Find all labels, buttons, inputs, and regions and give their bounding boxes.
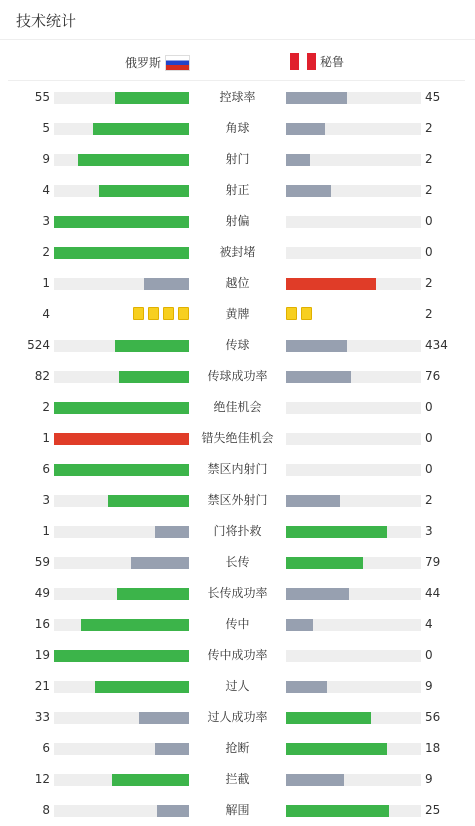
- away-bar-fill: [286, 340, 347, 352]
- home-bar-fill: [155, 526, 189, 538]
- away-value: 0: [425, 245, 433, 259]
- away-bar-fill: [286, 495, 340, 507]
- home-value: 21: [34, 679, 50, 693]
- away-team: [290, 53, 344, 70]
- away-bar-fill: [286, 805, 389, 817]
- home-value: 55: [34, 90, 50, 104]
- stat-row: [0, 90, 475, 104]
- home-bar-fill: [54, 650, 189, 662]
- home-bar: [54, 278, 189, 290]
- stat-label: 射偏: [225, 214, 250, 228]
- home-bar: [54, 123, 189, 135]
- home-value: 2: [42, 400, 50, 414]
- away-bar-fill: [286, 743, 387, 755]
- away-bar: [286, 216, 421, 228]
- home-bar: [54, 650, 189, 662]
- away-bar-fill: [286, 123, 325, 135]
- home-value: 3: [42, 214, 50, 228]
- home-bar: [54, 774, 189, 786]
- away-yellow-cards: [286, 307, 312, 320]
- stat-row: [0, 462, 475, 476]
- away-value: 25: [425, 803, 441, 817]
- peru-flag-icon: [290, 53, 316, 70]
- away-value: 434: [425, 338, 448, 352]
- home-bar: [54, 805, 189, 817]
- away-value: 0: [425, 400, 433, 414]
- home-bar: [54, 526, 189, 538]
- home-bar-fill: [117, 588, 189, 600]
- page-title: 技术统计: [16, 12, 77, 30]
- stat-label: 传球: [225, 338, 250, 352]
- home-bar: [54, 92, 189, 104]
- away-team-name: 秘鲁: [320, 55, 345, 69]
- away-bar-fill: [286, 278, 376, 290]
- title-bar: [0, 0, 475, 40]
- away-bar-fill: [286, 712, 371, 724]
- away-bar: [286, 495, 421, 507]
- home-bar: [54, 402, 189, 414]
- stat-row: [0, 307, 475, 321]
- away-value: 2: [425, 307, 433, 321]
- away-value: 18: [425, 741, 441, 755]
- stat-row: [0, 338, 475, 352]
- stat-row: [0, 524, 475, 538]
- home-bar-fill: [54, 464, 189, 476]
- home-bar-fill: [54, 433, 189, 445]
- away-bar: [286, 340, 421, 352]
- stat-label: 门将扑救: [213, 524, 262, 538]
- home-value: 12: [34, 772, 50, 786]
- home-bar: [54, 340, 189, 352]
- home-bar: [54, 712, 189, 724]
- yellow-card-icon: [286, 307, 297, 320]
- away-bar-fill: [286, 371, 351, 383]
- stat-label: 解围: [225, 803, 250, 817]
- away-bar: [286, 278, 421, 290]
- stat-label: 射正: [225, 183, 250, 197]
- home-value: 6: [42, 741, 50, 755]
- away-bar-fill: [286, 154, 310, 166]
- stat-label: 抢断: [225, 741, 250, 755]
- home-value: 19: [34, 648, 50, 662]
- away-bar: [286, 123, 421, 135]
- yellow-card-icon: [163, 307, 174, 320]
- away-value: 79: [425, 555, 441, 569]
- russia-flag-icon: [165, 55, 190, 71]
- home-bar: [54, 154, 189, 166]
- stat-label: 角球: [225, 121, 250, 135]
- home-value: 2: [42, 245, 50, 259]
- stat-row: [0, 276, 475, 290]
- home-bar: [54, 433, 189, 445]
- away-bar: [286, 464, 421, 476]
- home-bar-fill: [112, 774, 189, 786]
- stat-label: 长传: [225, 555, 250, 569]
- home-bar: [54, 247, 189, 259]
- away-bar-fill: [286, 681, 327, 693]
- stat-label: 拦截: [225, 772, 250, 786]
- home-value: 1: [42, 524, 50, 538]
- home-bar-fill: [99, 185, 189, 197]
- stat-label: 禁区内射门: [207, 462, 268, 476]
- stat-label: 射门: [225, 152, 250, 166]
- stat-row: [0, 741, 475, 755]
- away-bar: [286, 650, 421, 662]
- home-bar-fill: [54, 402, 189, 414]
- home-bar: [54, 371, 189, 383]
- team-header: [8, 41, 465, 81]
- home-bar-fill: [131, 557, 189, 569]
- away-value: 2: [425, 276, 433, 290]
- home-bar: [54, 743, 189, 755]
- home-bar-fill: [144, 278, 189, 290]
- stat-label: 过人成功率: [207, 710, 268, 724]
- away-bar: [286, 712, 421, 724]
- away-bar: [286, 526, 421, 538]
- away-bar-fill: [286, 619, 313, 631]
- home-bar-fill: [78, 154, 189, 166]
- home-value: 3: [42, 493, 50, 507]
- home-value: 524: [27, 338, 50, 352]
- home-value: 4: [42, 307, 50, 321]
- away-value: 0: [425, 462, 433, 476]
- home-bar: [54, 619, 189, 631]
- away-value: 76: [425, 369, 441, 383]
- away-bar: [286, 557, 421, 569]
- away-value: 0: [425, 214, 433, 228]
- away-value: 4: [425, 617, 433, 631]
- home-bar-fill: [157, 805, 189, 817]
- away-value: 3: [425, 524, 433, 538]
- away-bar: [286, 588, 421, 600]
- stat-row: [0, 648, 475, 662]
- home-value: 16: [34, 617, 50, 631]
- home-value: 59: [34, 555, 50, 569]
- home-bar-fill: [139, 712, 189, 724]
- away-value: 2: [425, 152, 433, 166]
- home-value: 49: [34, 586, 50, 600]
- away-bar: [286, 247, 421, 259]
- home-value: 6: [42, 462, 50, 476]
- home-bar-fill: [54, 216, 189, 228]
- stat-label: 传中: [225, 617, 250, 631]
- home-value: 1: [42, 276, 50, 290]
- away-bar: [286, 743, 421, 755]
- stat-row: [0, 214, 475, 228]
- stat-label: 被封堵: [219, 245, 256, 259]
- home-bar: [54, 495, 189, 507]
- home-bar-fill: [81, 619, 189, 631]
- home-value: 9: [42, 152, 50, 166]
- away-bar: [286, 92, 421, 104]
- home-value: 82: [34, 369, 50, 383]
- stat-row: [0, 183, 475, 197]
- away-bar: [286, 774, 421, 786]
- away-bar: [286, 681, 421, 693]
- stat-row: [0, 679, 475, 693]
- home-yellow-cards: [133, 307, 189, 320]
- home-value: 1: [42, 431, 50, 445]
- away-bar: [286, 154, 421, 166]
- stat-label: 过人: [225, 679, 250, 693]
- stat-row: [0, 710, 475, 724]
- stat-label: 禁区外射门: [207, 493, 268, 507]
- home-bar: [54, 588, 189, 600]
- stat-label: 传球成功率: [207, 369, 268, 383]
- away-value: 56: [425, 710, 441, 724]
- away-bar: [286, 185, 421, 197]
- stat-row: [0, 493, 475, 507]
- away-value: 9: [425, 772, 433, 786]
- away-bar: [286, 433, 421, 445]
- home-bar-fill: [115, 340, 189, 352]
- home-bar: [54, 216, 189, 228]
- away-value: 45: [425, 90, 441, 104]
- away-bar-fill: [286, 92, 347, 104]
- stat-label: 控球率: [219, 90, 256, 104]
- home-value: 8: [42, 803, 50, 817]
- yellow-card-icon: [133, 307, 144, 320]
- stat-row: [0, 803, 475, 817]
- stat-row: [0, 772, 475, 786]
- away-value: 2: [425, 493, 433, 507]
- home-team-name: 俄罗斯: [125, 55, 162, 70]
- stat-row: [0, 152, 475, 166]
- yellow-card-icon: [148, 307, 159, 320]
- away-value: 9: [425, 679, 433, 693]
- stat-label: 绝佳机会: [213, 400, 262, 414]
- stat-row: [0, 586, 475, 600]
- home-value: 5: [42, 121, 50, 135]
- away-bar-fill: [286, 557, 363, 569]
- home-bar: [54, 681, 189, 693]
- stat-row: [0, 369, 475, 383]
- stat-row: [0, 555, 475, 569]
- stat-label: 传中成功率: [207, 648, 268, 662]
- home-bar-fill: [119, 371, 189, 383]
- yellow-card-icon: [301, 307, 312, 320]
- away-value: 0: [425, 431, 433, 445]
- stat-label: 错失绝佳机会: [201, 431, 274, 445]
- away-value: 44: [425, 586, 441, 600]
- away-bar-fill: [286, 588, 349, 600]
- stat-row: [0, 431, 475, 445]
- away-bar: [286, 619, 421, 631]
- home-bar-fill: [54, 247, 189, 259]
- stat-row: [0, 617, 475, 631]
- yellow-card-icon: [178, 307, 189, 320]
- away-bar: [286, 402, 421, 414]
- away-value: 2: [425, 121, 433, 135]
- stat-row: [0, 121, 475, 135]
- home-value: 33: [34, 710, 50, 724]
- home-team: [125, 53, 190, 71]
- home-bar-fill: [155, 743, 189, 755]
- stat-row: [0, 245, 475, 259]
- stat-row: [0, 400, 475, 414]
- home-bar: [54, 464, 189, 476]
- away-bar-fill: [286, 526, 387, 538]
- away-bar: [286, 805, 421, 817]
- away-value: 2: [425, 183, 433, 197]
- away-bar-fill: [286, 185, 331, 197]
- home-bar: [54, 557, 189, 569]
- home-bar-fill: [115, 92, 189, 104]
- home-bar-fill: [108, 495, 189, 507]
- stat-label: 黄牌: [225, 307, 250, 321]
- home-bar-fill: [93, 123, 189, 135]
- away-bar: [286, 371, 421, 383]
- stat-label: 越位: [225, 276, 250, 290]
- stat-label: 长传成功率: [207, 586, 268, 600]
- away-bar-fill: [286, 774, 344, 786]
- home-value: 4: [42, 183, 50, 197]
- home-bar-fill: [95, 681, 190, 693]
- home-bar: [54, 185, 189, 197]
- away-value: 0: [425, 648, 433, 662]
